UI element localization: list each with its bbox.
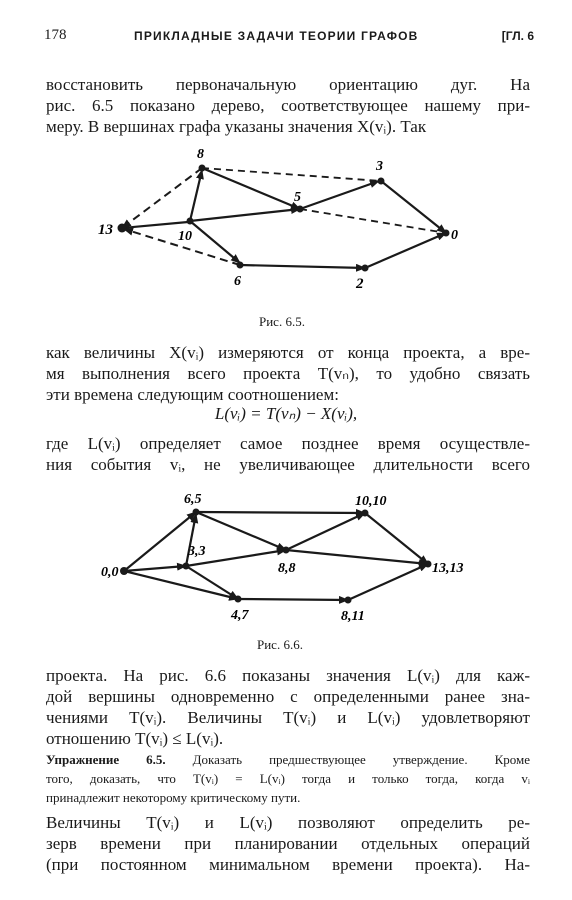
text-line: того, доказать, что T(vᵢ) = L(vᵢ) тогда и только тогда, когда vᵢ bbox=[46, 771, 530, 786]
text-line: меру. В вершинах графа указаны значения X(vᵢ). Так bbox=[46, 117, 427, 136]
edge bbox=[186, 566, 238, 599]
text-line: ния события vᵢ, не увеличивающее длительности всего bbox=[46, 455, 530, 474]
edge bbox=[300, 209, 446, 233]
node-label: 3,3 bbox=[188, 544, 206, 559]
text-line: мя выполнения всего проекта T(vₙ), то удобно связать bbox=[46, 364, 530, 383]
node-label: 8 bbox=[197, 147, 204, 162]
node-label: 0,0 bbox=[101, 565, 119, 580]
edge bbox=[286, 513, 365, 550]
node-label: 6,5 bbox=[184, 492, 202, 507]
edge bbox=[348, 564, 428, 600]
node-label: 3 bbox=[376, 159, 383, 174]
exercise-title: Упражнение 6.5. bbox=[46, 752, 166, 767]
exercise-text: Доказать предшествующее утверждение. Кроме bbox=[192, 752, 530, 767]
graph-node bbox=[187, 218, 194, 225]
graph-node bbox=[425, 561, 432, 568]
graph-node bbox=[199, 165, 206, 172]
node-label: 4,7 bbox=[231, 608, 249, 623]
graph-node bbox=[118, 224, 127, 233]
running-header bbox=[44, 27, 534, 49]
node-label: 6 bbox=[234, 274, 241, 289]
edge bbox=[365, 233, 446, 268]
node-label: 10,10 bbox=[355, 494, 387, 509]
node-label: 0 bbox=[451, 228, 458, 243]
edge bbox=[202, 168, 300, 209]
graph-node bbox=[283, 547, 290, 554]
text-line: рис. 6.5 показано дерево, соответствующее нашему при- bbox=[46, 96, 530, 115]
node-label: 13,13 bbox=[432, 561, 464, 576]
text-line: Величины T(vᵢ) и L(vᵢ) позволяют определить ре- bbox=[46, 813, 530, 832]
node-label: 8,8 bbox=[278, 561, 296, 576]
edge bbox=[196, 512, 365, 513]
text-line: дой вершины одновременно с определенными ранее зна- bbox=[46, 687, 530, 706]
edge bbox=[240, 265, 365, 268]
graph-node bbox=[378, 178, 385, 185]
text-line: (при постоянном минимальном времени проекта). На- bbox=[46, 855, 530, 874]
edge bbox=[124, 512, 196, 571]
text-line: зерв времени при планировании отдельных операций bbox=[46, 834, 530, 853]
exercise-block bbox=[46, 750, 530, 807]
figure-caption: Рис. 6.5. bbox=[259, 314, 305, 329]
paragraph-2 bbox=[46, 342, 530, 405]
edge bbox=[286, 550, 428, 564]
text-line: принадлежит некоторому критическому пути. bbox=[46, 790, 301, 805]
text-line: эти времена следующим соотношением: bbox=[46, 385, 339, 404]
paragraph-5 bbox=[46, 812, 530, 875]
node-label: 5 bbox=[294, 190, 301, 205]
text-line bbox=[46, 750, 530, 769]
paragraph-3 bbox=[46, 433, 530, 475]
node-label: 2 bbox=[356, 276, 364, 292]
formula: L(vᵢ) = T(vₙ) − X(vᵢ), bbox=[214, 404, 358, 423]
paragraph-1 bbox=[46, 74, 530, 137]
figure-6-6-graph bbox=[0, 482, 572, 632]
graph-node bbox=[345, 597, 352, 604]
graph-node bbox=[120, 567, 128, 575]
edge bbox=[124, 566, 186, 571]
graph-node bbox=[297, 206, 304, 213]
figure-6-5-graph bbox=[0, 140, 572, 300]
paragraph-4 bbox=[46, 665, 530, 749]
graph-node bbox=[193, 509, 200, 516]
text-line: как величины X(vᵢ) измеряются от конца проекта, а вре- bbox=[46, 343, 530, 362]
figure-caption: Рис. 6.6. bbox=[257, 637, 303, 652]
edge bbox=[196, 512, 286, 550]
edge bbox=[381, 181, 446, 233]
edge bbox=[300, 181, 379, 209]
text-line: где L(vᵢ) определяет самое позднее время осуществле- bbox=[46, 434, 530, 453]
text-line: проекта. На рис. 6.6 показаны значения L(vᵢ) для каж- bbox=[46, 666, 530, 685]
edge bbox=[122, 222, 188, 228]
node-label: 13 bbox=[98, 222, 113, 238]
graph-node bbox=[362, 510, 369, 517]
chapter-marker: [ГЛ. 6 bbox=[501, 29, 534, 43]
graph-node bbox=[183, 563, 190, 570]
graph-node bbox=[235, 596, 242, 603]
edge bbox=[190, 209, 300, 221]
text-line: отношению T(vᵢ) ≤ L(vᵢ). bbox=[46, 729, 224, 748]
edge bbox=[238, 599, 348, 600]
graph-node bbox=[362, 265, 369, 272]
node-label: 10 bbox=[178, 229, 192, 244]
node-label: 8,11 bbox=[341, 609, 365, 624]
edge bbox=[124, 571, 238, 599]
text-line: восстановить первоначальную ориентацию дуг. На bbox=[46, 75, 530, 94]
graph-node bbox=[443, 230, 450, 237]
text-line: чениями T(vᵢ). Величины T(vᵢ) и L(vᵢ) удовлетворяют bbox=[46, 708, 530, 727]
page-number: 178 bbox=[44, 27, 67, 43]
edge bbox=[365, 513, 428, 564]
graph-node bbox=[237, 262, 244, 269]
running-title: ПРИКЛАДНЫЕ ЗАДАЧИ ТЕОРИИ ГРАФОВ bbox=[134, 29, 419, 43]
edge bbox=[190, 170, 202, 221]
